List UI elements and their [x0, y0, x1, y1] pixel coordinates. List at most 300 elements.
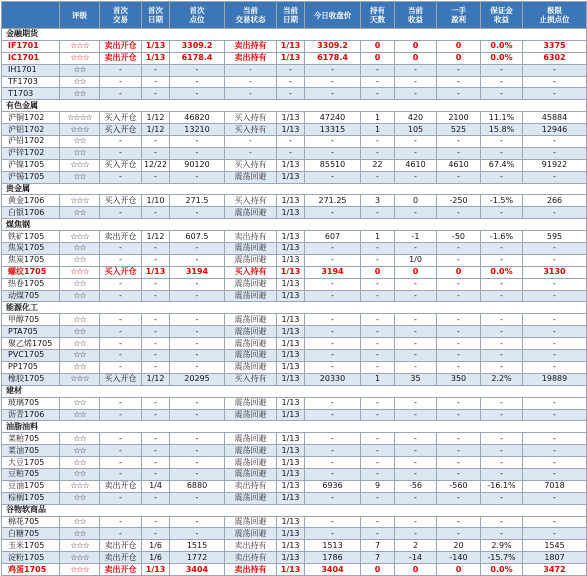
- margin-return-cell: -: [481, 326, 523, 338]
- header-row: [2, 2, 587, 29]
- trade-state-cell: 买入持有: [225, 266, 277, 278]
- close-price-cell: -: [305, 457, 361, 469]
- margin-return-cell: 0.0%: [481, 52, 523, 64]
- margin-return-cell: -: [481, 88, 523, 100]
- lot-profit-cell: -: [437, 338, 481, 350]
- margin-return-cell: 67.4%: [481, 159, 523, 171]
- contract-cell: 甲醇705: [2, 314, 60, 326]
- hold-days-cell: -: [361, 350, 395, 362]
- contract-cell: 橡胶1705: [2, 373, 60, 385]
- lot-profit-cell: -: [437, 64, 481, 76]
- stop-loss-cell: 45884: [523, 112, 587, 124]
- hold-days-cell: -: [361, 326, 395, 338]
- lot-profit-cell: 0: [437, 52, 481, 64]
- section-row: [2, 302, 587, 314]
- margin-return-cell: -: [481, 147, 523, 159]
- table-row: [2, 373, 587, 385]
- rating-stars: ☆☆: [60, 457, 100, 469]
- close-price-cell: 271.25: [305, 195, 361, 207]
- stop-loss-cell: 6302: [523, 52, 587, 64]
- first-date-cell: -: [142, 492, 170, 504]
- trade-state-cell: 震荡回避: [225, 254, 277, 266]
- first-trade-cell: -: [100, 207, 142, 219]
- first-date-cell: -: [142, 207, 170, 219]
- contract-cell: 沪铅1702: [2, 136, 60, 148]
- stop-loss-cell: -: [523, 254, 587, 266]
- hold-days-cell: 7: [361, 540, 395, 552]
- profit-cell: -: [395, 492, 437, 504]
- current-date-cell: 1/13: [277, 457, 305, 469]
- rating-stars: ☆☆☆: [60, 124, 100, 136]
- first-price-cell: 46820: [170, 112, 225, 124]
- trade-state-cell: 震荡回避: [225, 409, 277, 421]
- current-date-cell: 1/13: [277, 112, 305, 124]
- table-row: [2, 171, 587, 183]
- margin-return-cell: -: [481, 361, 523, 373]
- stop-loss-cell: -: [523, 136, 587, 148]
- first-price-cell: -: [170, 254, 225, 266]
- current-date-cell: 1/13: [277, 290, 305, 302]
- rating-stars: ☆☆☆: [60, 40, 100, 52]
- table-row: [2, 147, 587, 159]
- hold-days-cell: -: [361, 207, 395, 219]
- profit-cell: -: [395, 445, 437, 457]
- lot-profit-cell: 20: [437, 540, 481, 552]
- hold-days-cell: -: [361, 88, 395, 100]
- close-price-cell: 3404: [305, 564, 361, 576]
- first-price-cell: -: [170, 76, 225, 88]
- first-date-cell: 12/22: [142, 159, 170, 171]
- first-price-cell: -: [170, 457, 225, 469]
- current-date-cell: 1/13: [277, 254, 305, 266]
- current-date-cell: 1/13: [277, 171, 305, 183]
- close-price-cell: -: [305, 136, 361, 148]
- first-price-cell: -: [170, 445, 225, 457]
- margin-return-cell: -: [481, 243, 523, 255]
- hold-days-cell: 1: [361, 231, 395, 243]
- lot-profit-cell: -: [437, 136, 481, 148]
- trade-state-cell: 震荡回避: [225, 528, 277, 540]
- first-trade-cell: -: [100, 171, 142, 183]
- rating-stars: ☆☆: [60, 350, 100, 362]
- first-trade-cell: 卖出开仓: [100, 564, 142, 576]
- rating-stars: ☆☆☆: [60, 231, 100, 243]
- current-date-cell: 1/13: [277, 278, 305, 290]
- rating-stars: ☆☆☆: [60, 373, 100, 385]
- section-row: [2, 385, 587, 397]
- column-header: 当前 交易状态: [225, 2, 277, 29]
- first-date-cell: 1/10: [142, 195, 170, 207]
- contract-cell: 黄金1706: [2, 195, 60, 207]
- first-trade-cell: -: [100, 468, 142, 480]
- hold-days-cell: -: [361, 171, 395, 183]
- profit-cell: 2: [395, 540, 437, 552]
- first-date-cell: -: [142, 433, 170, 445]
- table-row: [2, 457, 587, 469]
- lot-profit-cell: -: [437, 171, 481, 183]
- margin-return-cell: 2.9%: [481, 540, 523, 552]
- lot-profit-cell: -: [437, 76, 481, 88]
- first-trade-cell: 买入开仓: [100, 266, 142, 278]
- section-row: [2, 504, 587, 516]
- table-body: [2, 29, 587, 576]
- close-price-cell: -: [305, 64, 361, 76]
- profit-cell: 4610: [395, 159, 437, 171]
- hold-days-cell: -: [361, 397, 395, 409]
- lot-profit-cell: -: [437, 278, 481, 290]
- trade-state-cell: 买入持有: [225, 124, 277, 136]
- first-date-cell: 1/13: [142, 52, 170, 64]
- hold-days-cell: -: [361, 243, 395, 255]
- contract-cell: 铁矿1705: [2, 231, 60, 243]
- rating-stars: ☆☆: [60, 397, 100, 409]
- stop-loss-cell: -: [523, 278, 587, 290]
- stop-loss-cell: -: [523, 338, 587, 350]
- close-price-cell: -: [305, 445, 361, 457]
- table-row: [2, 350, 587, 362]
- trade-state-cell: -: [225, 64, 277, 76]
- margin-return-cell: 0.0%: [481, 266, 523, 278]
- close-price-cell: 6178.4: [305, 52, 361, 64]
- stop-loss-cell: -: [523, 243, 587, 255]
- first-date-cell: -: [142, 457, 170, 469]
- first-date-cell: -: [142, 278, 170, 290]
- table-row: [2, 433, 587, 445]
- trade-state-cell: 震荡回避: [225, 445, 277, 457]
- column-header: 今日收盘价: [305, 2, 361, 29]
- hold-days-cell: 1: [361, 373, 395, 385]
- lot-profit-cell: -: [437, 314, 481, 326]
- lot-profit-cell: -: [437, 254, 481, 266]
- close-price-cell: -: [305, 326, 361, 338]
- first-price-cell: 90120: [170, 159, 225, 171]
- profit-cell: 0: [395, 52, 437, 64]
- stop-loss-cell: -: [523, 468, 587, 480]
- first-date-cell: -: [142, 147, 170, 159]
- first-trade-cell: -: [100, 314, 142, 326]
- table-row: [2, 159, 587, 171]
- trade-state-cell: 买入持有: [225, 373, 277, 385]
- profit-cell: -: [395, 278, 437, 290]
- lot-profit-cell: -: [437, 350, 481, 362]
- close-price-cell: -: [305, 278, 361, 290]
- first-trade-cell: -: [100, 136, 142, 148]
- table-row: [2, 326, 587, 338]
- first-date-cell: 1/6: [142, 540, 170, 552]
- lot-profit-cell: -250: [437, 195, 481, 207]
- profit-cell: -: [395, 147, 437, 159]
- stop-loss-cell: 3472: [523, 564, 587, 576]
- first-price-cell: -: [170, 326, 225, 338]
- lot-profit-cell: -: [437, 445, 481, 457]
- first-date-cell: -: [142, 528, 170, 540]
- profit-cell: 0: [395, 195, 437, 207]
- section-label: 煤焦钢: [2, 219, 587, 231]
- trade-state-cell: 震荡回避: [225, 278, 277, 290]
- stop-loss-cell: -: [523, 409, 587, 421]
- stop-loss-cell: -: [523, 397, 587, 409]
- first-trade-cell: -: [100, 88, 142, 100]
- rating-stars: ☆☆☆: [60, 552, 100, 564]
- trade-state-cell: 震荡回避: [225, 457, 277, 469]
- table-row: [2, 528, 587, 540]
- hold-days-cell: -: [361, 314, 395, 326]
- close-price-cell: -: [305, 147, 361, 159]
- first-date-cell: -: [142, 254, 170, 266]
- lot-profit-cell: -: [437, 147, 481, 159]
- stop-loss-cell: 1545: [523, 540, 587, 552]
- rating-stars: ☆☆: [60, 516, 100, 528]
- lot-profit-cell: 0: [437, 266, 481, 278]
- stop-loss-cell: 1807: [523, 552, 587, 564]
- table-row: [2, 314, 587, 326]
- first-price-cell: -: [170, 290, 225, 302]
- trade-state-cell: -: [225, 136, 277, 148]
- rating-stars: ☆☆: [60, 76, 100, 88]
- first-price-cell: 271.5: [170, 195, 225, 207]
- rating-stars: ☆☆: [60, 136, 100, 148]
- current-date-cell: 1/13: [277, 159, 305, 171]
- profit-cell: 0: [395, 564, 437, 576]
- stop-loss-cell: -: [523, 290, 587, 302]
- lot-profit-cell: -: [437, 88, 481, 100]
- trade-state-cell: 震荡回避: [225, 468, 277, 480]
- current-date-cell: -: [277, 76, 305, 88]
- trade-state-cell: 震荡回避: [225, 243, 277, 255]
- current-date-cell: 1/13: [277, 361, 305, 373]
- hold-days-cell: -: [361, 254, 395, 266]
- close-price-cell: -: [305, 171, 361, 183]
- first-trade-cell: -: [100, 409, 142, 421]
- hold-days-cell: 1: [361, 124, 395, 136]
- trade-state-cell: 震荡回避: [225, 326, 277, 338]
- hold-days-cell: 0: [361, 52, 395, 64]
- first-trade-cell: 买入开仓: [100, 195, 142, 207]
- first-price-cell: -: [170, 468, 225, 480]
- hold-days-cell: -: [361, 409, 395, 421]
- first-trade-cell: 买入开仓: [100, 373, 142, 385]
- table-row: [2, 40, 587, 52]
- first-price-cell: -: [170, 207, 225, 219]
- lot-profit-cell: -: [437, 516, 481, 528]
- table-row: [2, 278, 587, 290]
- first-date-cell: 1/12: [142, 373, 170, 385]
- lot-profit-cell: 0: [437, 564, 481, 576]
- trade-state-cell: 卖出持有: [225, 540, 277, 552]
- table-row: [2, 397, 587, 409]
- hold-days-cell: 9: [361, 480, 395, 492]
- trade-state-cell: 买入持有: [225, 112, 277, 124]
- first-price-cell: 1772: [170, 552, 225, 564]
- contract-cell: 豆油1705: [2, 480, 60, 492]
- rating-stars: ☆☆☆: [60, 195, 100, 207]
- table-row: [2, 361, 587, 373]
- profit-cell: -: [395, 207, 437, 219]
- rating-stars: ☆☆☆: [60, 480, 100, 492]
- current-date-cell: -: [277, 88, 305, 100]
- first-trade-cell: -: [100, 338, 142, 350]
- margin-return-cell: 0.0%: [481, 40, 523, 52]
- close-price-cell: -: [305, 409, 361, 421]
- trade-state-cell: -: [225, 88, 277, 100]
- trade-state-cell: 卖出持有: [225, 231, 277, 243]
- contract-cell: 菜油705: [2, 445, 60, 457]
- rating-stars: ☆☆: [60, 243, 100, 255]
- first-trade-cell: 卖出开仓: [100, 552, 142, 564]
- section-label: 油脂油料: [2, 421, 587, 433]
- first-price-cell: -: [170, 64, 225, 76]
- hold-days-cell: -: [361, 64, 395, 76]
- close-price-cell: -: [305, 468, 361, 480]
- current-date-cell: 1/13: [277, 373, 305, 385]
- close-price-cell: -: [305, 76, 361, 88]
- close-price-cell: -: [305, 397, 361, 409]
- margin-return-cell: -16.1%: [481, 480, 523, 492]
- first-price-cell: 3194: [170, 266, 225, 278]
- close-price-cell: 1513: [305, 540, 361, 552]
- margin-return-cell: -: [481, 350, 523, 362]
- futures-signal-table: [1, 1, 587, 576]
- stop-loss-cell: 91922: [523, 159, 587, 171]
- contract-cell: 热卷1705: [2, 278, 60, 290]
- first-price-cell: 607.5: [170, 231, 225, 243]
- table-row: [2, 76, 587, 88]
- contract-cell: 动煤705: [2, 290, 60, 302]
- lot-profit-cell: -: [437, 528, 481, 540]
- contract-cell: 豆粕705: [2, 468, 60, 480]
- table-row: [2, 243, 587, 255]
- trade-state-cell: -: [225, 147, 277, 159]
- first-price-cell: -: [170, 171, 225, 183]
- first-price-cell: -: [170, 433, 225, 445]
- hold-days-cell: 22: [361, 159, 395, 171]
- first-date-cell: -: [142, 290, 170, 302]
- stop-loss-cell: -: [523, 492, 587, 504]
- first-price-cell: 13210: [170, 124, 225, 136]
- contract-cell: 聚乙烯1705: [2, 338, 60, 350]
- first-trade-cell: -: [100, 528, 142, 540]
- contract-cell: PTA705: [2, 326, 60, 338]
- rating-stars: ☆☆: [60, 64, 100, 76]
- contract-cell: 沪铜1702: [2, 112, 60, 124]
- current-date-cell: 1/13: [277, 338, 305, 350]
- column-header: 当前 日期: [277, 2, 305, 29]
- contract-cell: 螺纹1705: [2, 266, 60, 278]
- margin-return-cell: -: [481, 492, 523, 504]
- margin-return-cell: -: [481, 254, 523, 266]
- close-price-cell: 6936: [305, 480, 361, 492]
- first-date-cell: -: [142, 88, 170, 100]
- first-date-cell: -: [142, 76, 170, 88]
- trade-state-cell: 震荡回避: [225, 338, 277, 350]
- stop-loss-cell: -: [523, 528, 587, 540]
- table-row: [2, 52, 587, 64]
- stop-loss-cell: -: [523, 433, 587, 445]
- trade-state-cell: 震荡回避: [225, 361, 277, 373]
- stop-loss-cell: -: [523, 171, 587, 183]
- table-row: [2, 480, 587, 492]
- stop-loss-cell: 595: [523, 231, 587, 243]
- margin-return-cell: -: [481, 528, 523, 540]
- table-row: [2, 266, 587, 278]
- trade-state-cell: 卖出持有: [225, 40, 277, 52]
- lot-profit-cell: -: [437, 492, 481, 504]
- first-date-cell: 1/4: [142, 480, 170, 492]
- contract-cell: 焦炭1705: [2, 243, 60, 255]
- first-trade-cell: -: [100, 76, 142, 88]
- current-date-cell: -: [277, 64, 305, 76]
- margin-return-cell: -: [481, 76, 523, 88]
- close-price-cell: -: [305, 290, 361, 302]
- contract-cell: 大豆1705: [2, 457, 60, 469]
- current-date-cell: 1/13: [277, 266, 305, 278]
- trade-state-cell: 卖出持有: [225, 564, 277, 576]
- first-trade-cell: -: [100, 290, 142, 302]
- stop-loss-cell: -: [523, 207, 587, 219]
- first-trade-cell: 买入开仓: [100, 159, 142, 171]
- stop-loss-cell: 7018: [523, 480, 587, 492]
- lot-profit-cell: -560: [437, 480, 481, 492]
- profit-cell: -14: [395, 552, 437, 564]
- first-date-cell: -: [142, 326, 170, 338]
- column-header: [2, 2, 60, 29]
- current-date-cell: 1/13: [277, 195, 305, 207]
- first-date-cell: -: [142, 350, 170, 362]
- first-trade-cell: 买入开仓: [100, 112, 142, 124]
- margin-return-cell: -: [481, 409, 523, 421]
- profit-cell: -: [395, 350, 437, 362]
- contract-cell: 焦炭1705: [2, 254, 60, 266]
- first-price-cell: 3404: [170, 564, 225, 576]
- hold-days-cell: -: [361, 492, 395, 504]
- margin-return-cell: -: [481, 433, 523, 445]
- stop-loss-cell: -: [523, 326, 587, 338]
- rating-stars: ☆☆: [60, 290, 100, 302]
- lot-profit-cell: -: [437, 361, 481, 373]
- column-header: 当前 收益: [395, 2, 437, 29]
- contract-cell: 沪铝1702: [2, 124, 60, 136]
- contract-cell: IF1701: [2, 40, 60, 52]
- table-row: [2, 564, 587, 576]
- trade-state-cell: 震荡回避: [225, 171, 277, 183]
- first-trade-cell: -: [100, 278, 142, 290]
- rating-stars: ☆☆: [60, 314, 100, 326]
- profit-cell: -: [395, 409, 437, 421]
- first-price-cell: -: [170, 243, 225, 255]
- first-trade-cell: -: [100, 361, 142, 373]
- hold-days-cell: -: [361, 433, 395, 445]
- hold-days-cell: 0: [361, 564, 395, 576]
- rating-stars: ☆☆☆: [60, 52, 100, 64]
- first-date-cell: -: [142, 64, 170, 76]
- rating-stars: ☆☆☆: [60, 564, 100, 576]
- lot-profit-cell: -: [437, 468, 481, 480]
- table-row: [2, 516, 587, 528]
- hold-days-cell: 0: [361, 40, 395, 52]
- rating-stars: ☆☆: [60, 433, 100, 445]
- first-date-cell: -: [142, 314, 170, 326]
- first-date-cell: -: [142, 338, 170, 350]
- lot-profit-cell: -: [437, 243, 481, 255]
- profit-cell: -: [395, 64, 437, 76]
- first-trade-cell: 卖出开仓: [100, 231, 142, 243]
- first-date-cell: -: [142, 445, 170, 457]
- hold-days-cell: 7: [361, 552, 395, 564]
- column-header: 一手 盈利: [437, 2, 481, 29]
- first-trade-cell: -: [100, 243, 142, 255]
- margin-return-cell: -1.5%: [481, 195, 523, 207]
- trade-state-cell: 震荡回避: [225, 397, 277, 409]
